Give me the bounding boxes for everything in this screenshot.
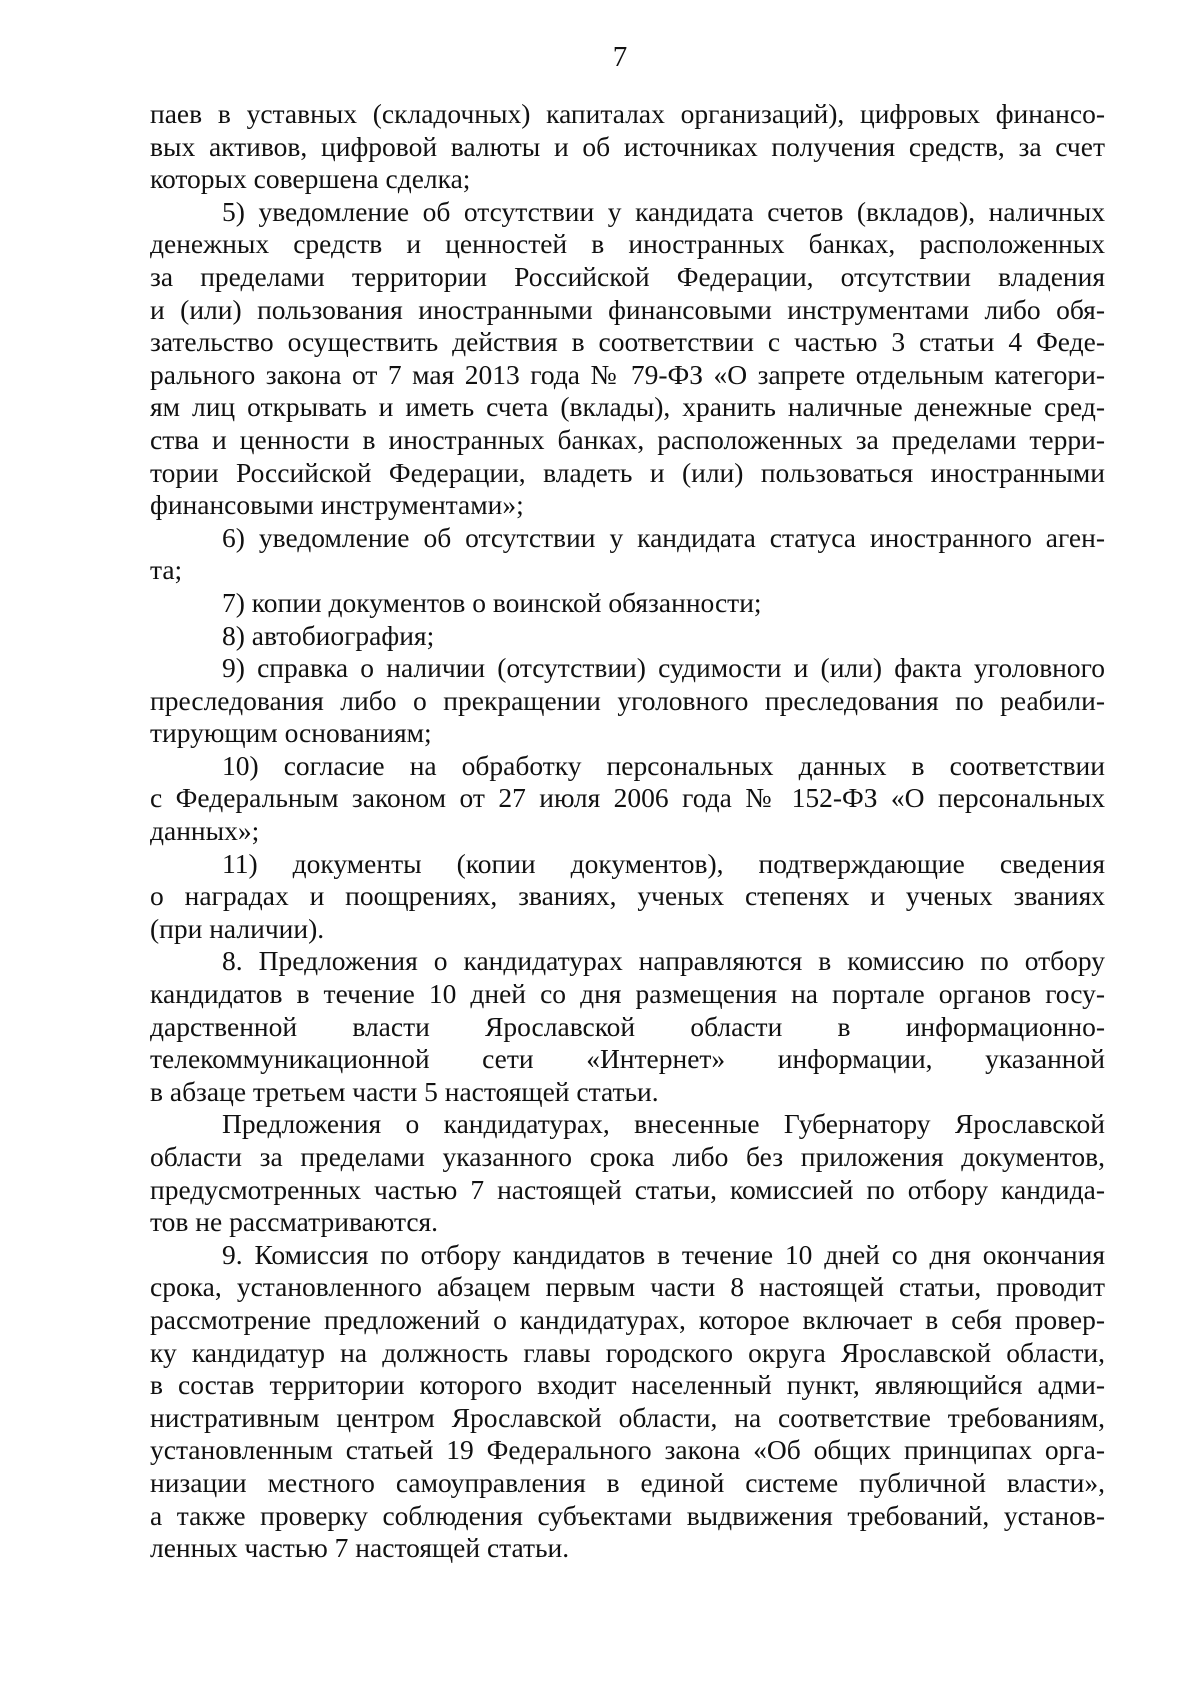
text-line: тории Российской Федерации, владеть и (или) пользоваться иностранными bbox=[150, 456, 1105, 488]
text-line: и (или) пользования иностранными финансовыми инструментами либо обя- bbox=[150, 293, 1105, 325]
text-line: телекоммуникационной сети «Интернет» информации, указанной bbox=[150, 1043, 1105, 1075]
text-line: денежных средств и ценностей в иностранных банках, расположенных bbox=[150, 228, 1105, 260]
text-line: а также проверку соблюдения субъектами выдвижения требований, установ- bbox=[150, 1499, 1105, 1531]
text-line: 5) уведомление об отсутствии у кандидата счетов (вкладов), наличных bbox=[222, 195, 1105, 227]
text-line: кандидатов в течение 10 дней со дня размещения на портале органов госу- bbox=[150, 978, 1105, 1010]
text-line: 9. Комиссия по отбору кандидатов в течение 10 дней со дня окончания bbox=[222, 1238, 1105, 1270]
text-line: предусмотренных частью 7 настоящей статьи, комиссией по отбору кандида- bbox=[150, 1173, 1105, 1205]
text-line: (при наличии). bbox=[150, 912, 325, 944]
text-line: данных»; bbox=[150, 815, 260, 847]
text-line: финансовыми инструментами»; bbox=[150, 489, 524, 521]
text-line: 6) уведомление об отсутствии у кандидата статуса иностранного аген- bbox=[222, 521, 1105, 553]
text-line: рассмотрение предложений о кандидатурах, которое включает в себя провер- bbox=[150, 1303, 1105, 1335]
text-line: нистративным центром Ярославской области, на соответствие требованиям, bbox=[150, 1401, 1105, 1433]
page-number: 7 bbox=[612, 41, 628, 73]
text-line: 8. Предложения о кандидатурах направляются в комиссию по отбору bbox=[222, 945, 1105, 977]
text-line: 10) согласие на обработку персональных данных в соответствии bbox=[222, 749, 1105, 781]
text-line: та; bbox=[150, 554, 183, 586]
document-body bbox=[150, 98, 1105, 1565]
text-line: вых активов, цифровой валюты и об источниках получения средств, за счет bbox=[150, 130, 1105, 162]
text-line: низации местного самоуправления в единой системе публичной власти», bbox=[150, 1466, 1105, 1498]
text-line: дарственной власти Ярославской области в информационно- bbox=[150, 1010, 1105, 1042]
text-line: с Федеральным законом от 27 июля 2006 года № 152-ФЗ «О персональных bbox=[150, 782, 1105, 814]
text-line: в абзаце третьем части 5 настоящей статьи. bbox=[150, 1075, 659, 1107]
text-line: срока, установленного абзацем первым части 8 настоящей статьи, проводит bbox=[150, 1271, 1105, 1303]
text-line: зательство осуществить действия в соответствии с частью 3 статьи 4 Феде- bbox=[150, 326, 1105, 358]
text-line: о наградах и поощрениях, званиях, ученых степенях и ученых званиях bbox=[150, 880, 1105, 912]
text-line: 9) справка о наличии (отсутствии) судимости и (или) факта уголовного bbox=[222, 652, 1105, 684]
text-line: ям лиц открывать и иметь счета (вклады), хранить наличные денежные сред- bbox=[150, 391, 1105, 423]
text-line: ку кандидатур на должность главы городского округа Ярославской области, bbox=[150, 1336, 1105, 1368]
text-line: области за пределами указанного срока либо без приложения документов, bbox=[150, 1141, 1105, 1172]
text-line: тов не рассматриваются. bbox=[150, 1206, 439, 1238]
text-line: 11) документы (копии документов), подтверждающие сведения bbox=[222, 847, 1105, 879]
text-line: которых совершена сделка; bbox=[150, 163, 471, 195]
text-line: ленных частью 7 настоящей статьи. bbox=[150, 1532, 570, 1564]
text-line: за пределами территории Российской Федерации, отсутствии владения bbox=[150, 260, 1105, 292]
text-line: паев в уставных (складочных) капиталах организаций), цифровых финансо- bbox=[150, 98, 1105, 129]
text-line: Предложения о кандидатурах, внесенные Губернатору Ярославской bbox=[222, 1108, 1105, 1140]
text-line: в состав территории которого входит населенный пункт, являющийся адми- bbox=[150, 1369, 1105, 1401]
text-line: установленным статьей 19 Федерального закона «Об общих принципах орга- bbox=[150, 1434, 1105, 1466]
text-line: 7) копии документов о воинской обязанности; bbox=[222, 586, 762, 618]
text-line: тирующим основаниям; bbox=[150, 717, 432, 749]
text-line: 8) автобиография; bbox=[222, 619, 435, 651]
text-line: ства и ценности в иностранных банках, расположенных за пределами терри- bbox=[150, 423, 1105, 455]
text-line: преследования либо о прекращении уголовного преследования по реабили- bbox=[150, 684, 1105, 716]
text-line: рального закона от 7 мая 2013 года № 79-ФЗ «О запрете отдельным категори- bbox=[150, 358, 1105, 390]
